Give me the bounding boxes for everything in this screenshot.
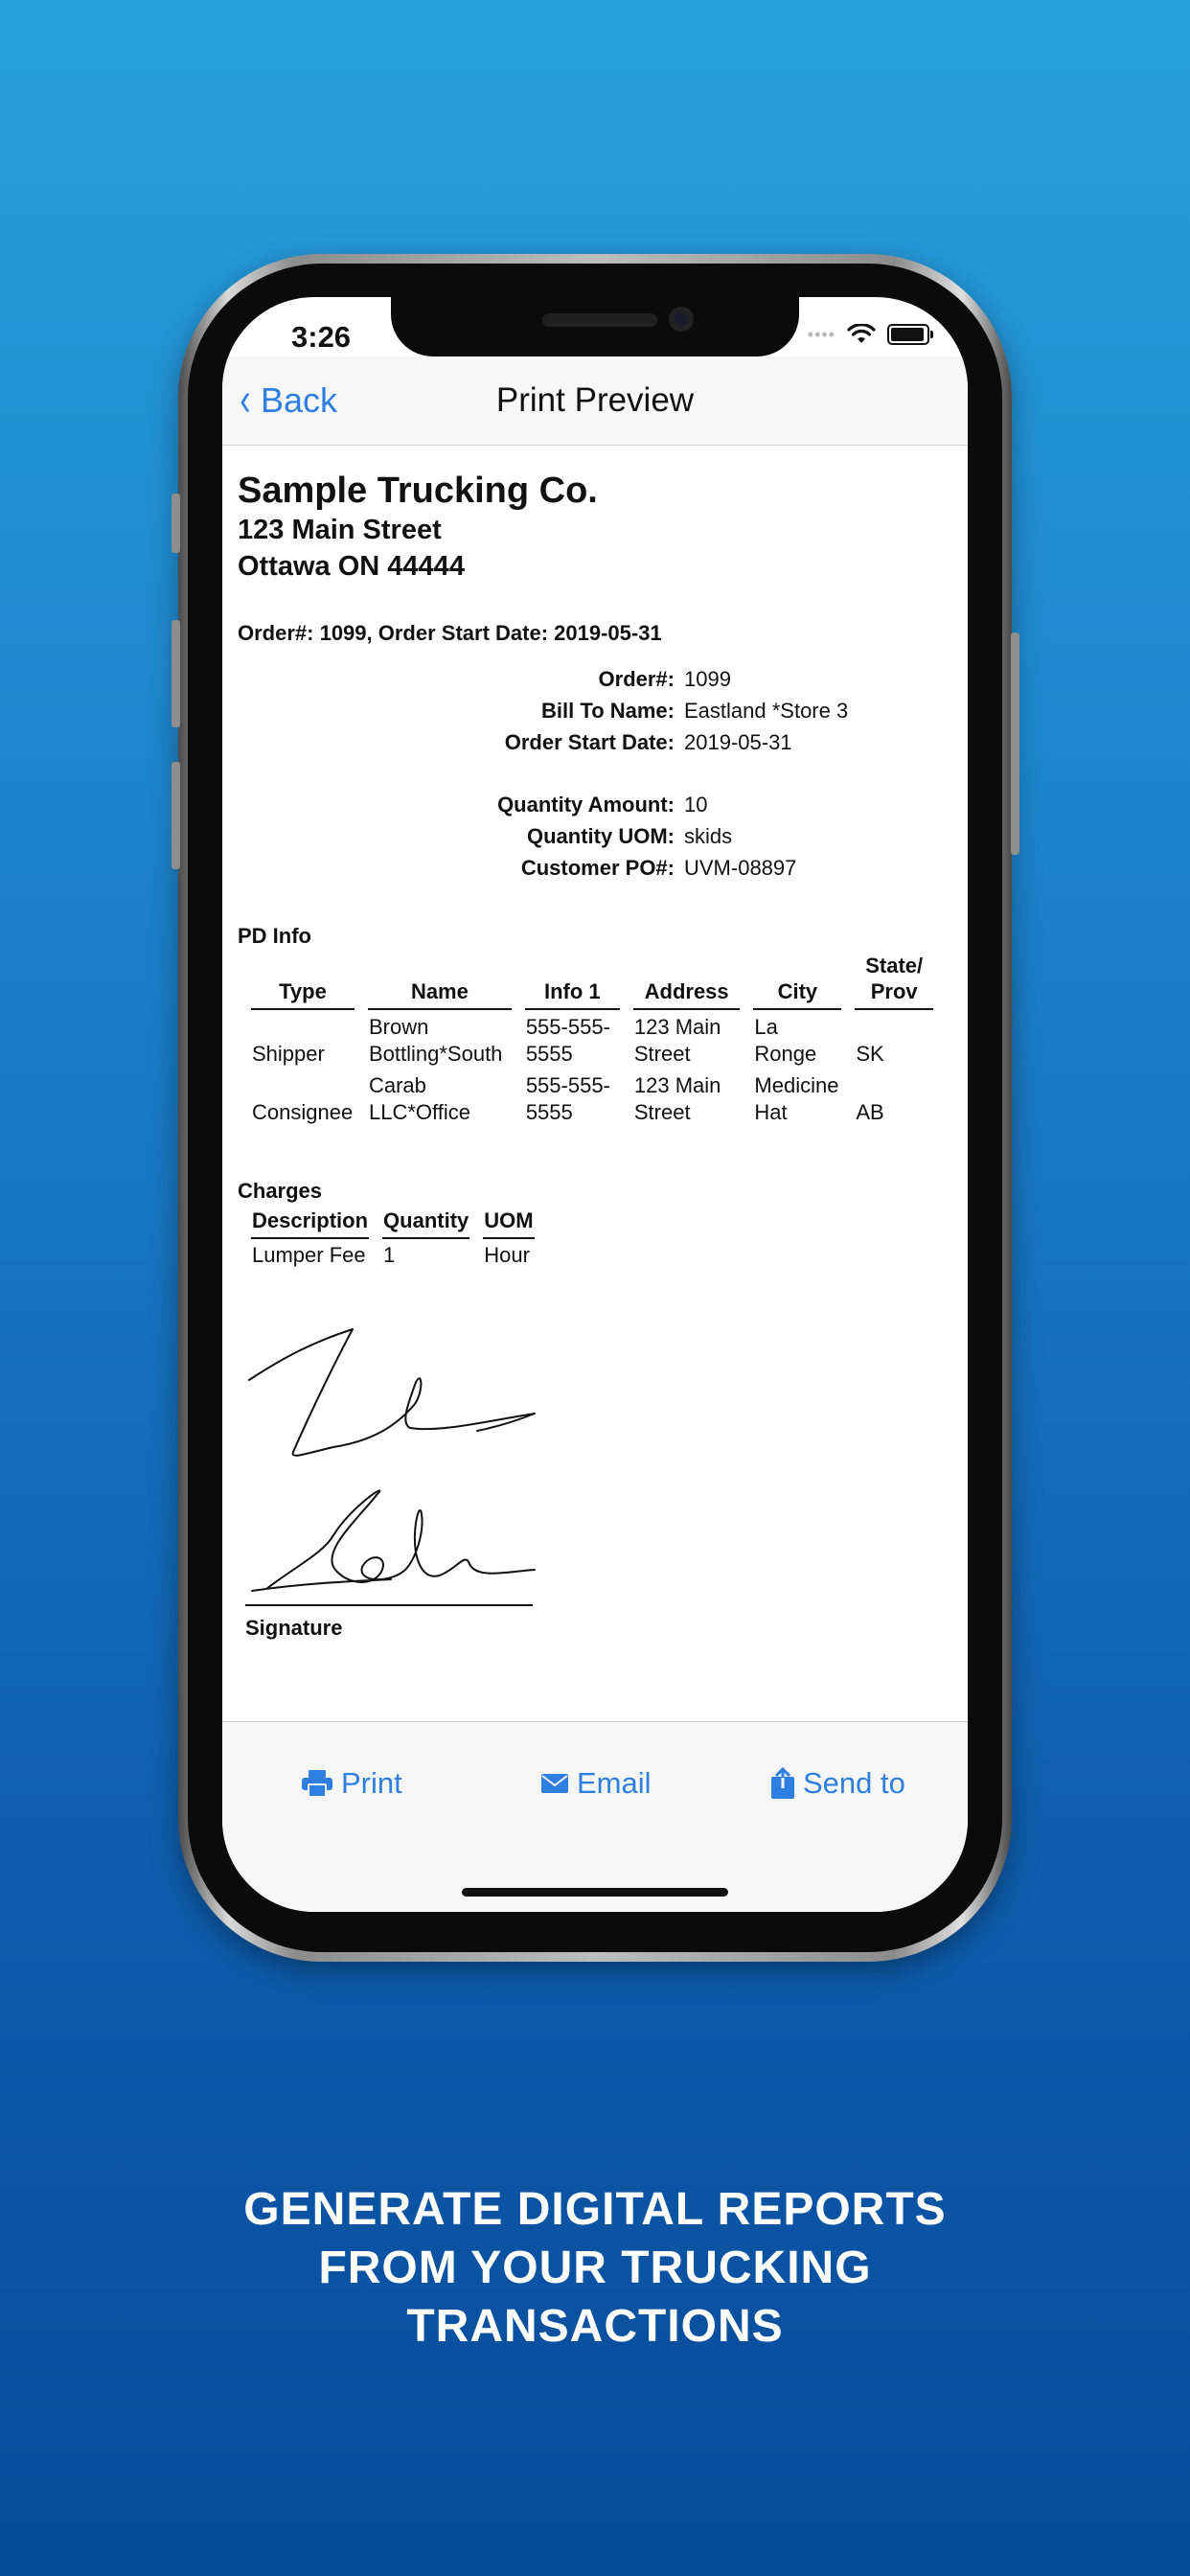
table-cell: Shipper <box>252 1042 325 1066</box>
company-name: Sample Trucking Co. <box>238 471 598 511</box>
company-city: Ottawa ON 44444 <box>238 551 465 582</box>
volume-down-button <box>172 762 180 869</box>
page-title: Print Preview <box>495 381 695 419</box>
signature-label: Signature <box>245 1616 343 1640</box>
power-button <box>1011 632 1019 855</box>
battery-icon <box>887 324 929 345</box>
column-header: Quantity <box>382 1208 469 1239</box>
column-header: Address <box>633 953 741 1010</box>
table-cell: Lumper Fee <box>252 1243 366 1267</box>
table-cell: 1 <box>383 1243 396 1267</box>
field-label: Quantity Amount: <box>497 793 675 816</box>
table-cell: La Ronge <box>754 1015 817 1066</box>
order-fields-group-1 <box>238 667 947 762</box>
full-signature-image <box>247 1476 544 1600</box>
back-label: Back <box>260 380 338 420</box>
front-camera <box>669 307 694 332</box>
print-label: Print <box>341 1766 402 1800</box>
home-indicator[interactable] <box>462 1888 728 1897</box>
status-time: 3:26 <box>291 320 352 354</box>
table-cell: Medicine Hat <box>754 1073 839 1124</box>
column-header: State/ Prov <box>855 953 933 1010</box>
field-label: Quantity UOM: <box>527 824 675 848</box>
caption-line: TRANSACTIONS <box>406 2301 784 2352</box>
field-value: UVM-08897 <box>684 856 797 880</box>
field-value: skids <box>684 824 733 848</box>
field-row <box>238 699 947 730</box>
field-label: Order Start Date: <box>504 730 675 754</box>
chevron-left-icon: ‹ <box>240 375 251 426</box>
pd-info-table <box>238 953 947 1127</box>
table-cell: SK <box>856 1042 884 1066</box>
initials-signature-image <box>247 1308 544 1471</box>
table-row <box>251 1239 535 1269</box>
table-row <box>251 1069 933 1127</box>
table-row <box>251 1010 933 1069</box>
column-header: UOM <box>483 1208 534 1239</box>
table-cell: 123 Main Street <box>633 1073 721 1124</box>
order-summary-line: Order#: 1099, Order Start Date: 2019-05-31 <box>238 621 662 645</box>
field-value: Eastland *Store 3 <box>684 699 849 723</box>
print-button[interactable] <box>301 1766 402 1801</box>
column-header: Name <box>368 953 512 1010</box>
wifi-icon <box>847 324 876 345</box>
navigation-bar <box>222 356 968 446</box>
column-header: Type <box>251 953 355 1010</box>
caption-line: GENERATE DIGITAL REPORTS <box>243 2184 947 2235</box>
field-value: 2019-05-31 <box>684 730 792 754</box>
signature-line <box>245 1604 533 1606</box>
field-label: Bill To Name: <box>541 699 675 723</box>
field-label: Customer PO#: <box>520 856 675 880</box>
field-row <box>238 730 947 762</box>
table-cell: 555-555-5555 <box>525 1015 610 1066</box>
pd-info-heading: PD Info <box>238 924 311 948</box>
table-cell: 555-555-5555 <box>525 1073 610 1124</box>
phone-screen <box>222 297 968 1912</box>
charges-table <box>238 1208 548 1269</box>
field-value: 10 <box>684 793 708 816</box>
caption-line: FROM YOUR TRUCKING <box>318 2242 872 2293</box>
bottom-toolbar <box>222 1721 968 1912</box>
field-value: 1099 <box>684 667 731 691</box>
charges-heading: Charges <box>238 1179 323 1203</box>
table-cell: Consignee <box>252 1100 354 1124</box>
table-cell: Brown Bottling*South <box>368 1015 503 1066</box>
notch <box>391 297 799 356</box>
table-cell: 123 Main Street <box>633 1015 721 1066</box>
field-row <box>238 793 947 824</box>
column-header: City <box>753 953 841 1010</box>
print-preview-document <box>238 470 947 1640</box>
table-header-row <box>251 1208 535 1239</box>
field-label: Order#: <box>598 667 675 691</box>
order-fields-group-2 <box>238 793 947 887</box>
send-to-label: Send to <box>803 1766 905 1800</box>
signal-dots-icon: •••• <box>807 324 835 344</box>
email-button[interactable] <box>540 1766 652 1801</box>
field-row <box>238 856 947 887</box>
column-header: Info 1 <box>525 953 620 1010</box>
email-label: Email <box>577 1766 652 1800</box>
printer-icon <box>301 1769 333 1798</box>
table-cell: Carab LLC*Office <box>368 1073 470 1124</box>
table-cell: AB <box>856 1100 884 1124</box>
mute-switch <box>172 494 180 553</box>
volume-up-button <box>172 620 180 727</box>
status-icons <box>808 324 929 345</box>
table-cell: Hour <box>484 1243 530 1267</box>
column-header: Description <box>251 1208 369 1239</box>
table-header-row <box>251 953 933 1010</box>
company-street: 123 Main Street <box>238 515 442 545</box>
field-row <box>238 667 947 699</box>
marketing-caption <box>0 2180 1190 2356</box>
share-icon <box>770 1767 795 1800</box>
envelope-icon <box>540 1773 569 1794</box>
field-row <box>238 824 947 856</box>
speaker <box>542 313 657 327</box>
send-to-button[interactable] <box>770 1766 905 1801</box>
